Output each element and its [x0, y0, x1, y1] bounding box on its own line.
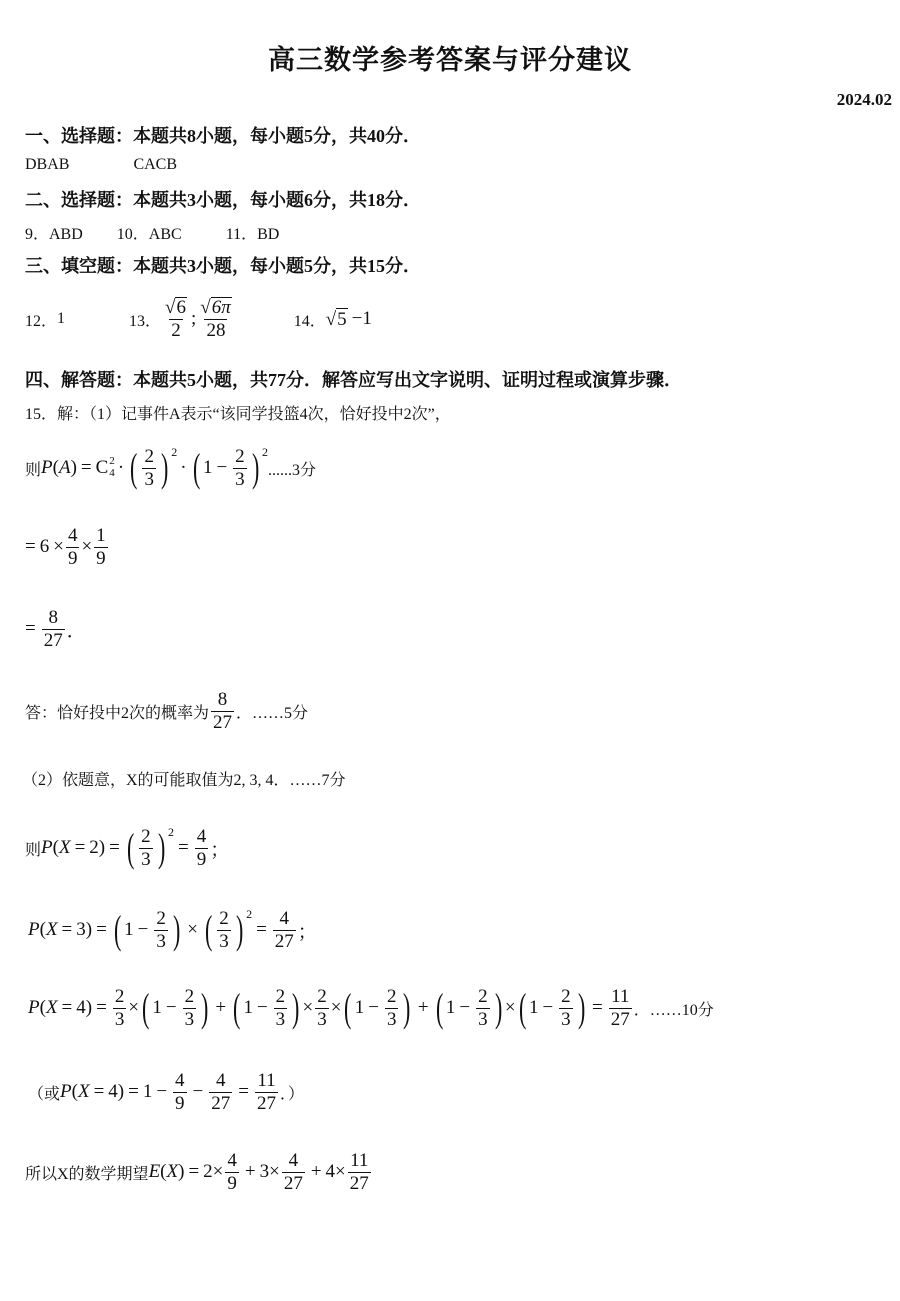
pa-step-2: = 6 × $\frac{4}{9}$ × $\frac{1}{9}$ — [25, 524, 106, 569]
answer-9: 9．ABD — [25, 226, 83, 243]
section-2-answers — [25, 221, 279, 244]
pa-step-3: = $\frac{8}{27}$ ． — [25, 606, 86, 651]
answer-line: 答：恰好投中2次的概率为 $\frac{8}{27}$ ．……5分 — [25, 688, 309, 733]
date-label: 2024.02 — [836, 90, 892, 109]
section-1-answers — [25, 156, 177, 174]
q14-answer: √ 5 −1 — [325, 308, 372, 330]
expectation-line: 所以X的数学期望 E ( X ) = 2× $\frac{4}{9}$ + 3× $\frac{4}{27}$ + 4× $\frac{11}{27}$ — [25, 1149, 369, 1194]
q14-label: 14． — [293, 312, 326, 330]
page-title: 高三数学参考答案与评分建议 — [268, 45, 632, 75]
section-4-heading: 四、解答题：本题共5小题，共77分．解答应写出文字说明、证明过程或演算步骤． — [25, 370, 682, 390]
section-2-heading: 二、选择题：本题共3小题，每小题6分，共18分． — [25, 190, 421, 210]
px2-line: 则 P ( X = 2) = ( $\frac{2}{3}$ ) 2 = $\frac{4}{9}$ ； — [25, 824, 230, 870]
section-3-heading: 三、填空题：本题共3小题，每小题5分，共15分． — [25, 256, 421, 276]
px3-line: P ( X = 3) = ( 1 − $\frac{2}{3}$ ) × ( $\frac{2}{3}$ ) 2 = $\frac{4}{27}$ ； — [28, 906, 317, 952]
section-3-answers — [25, 290, 376, 348]
q12-answer: 1 — [57, 310, 66, 327]
q13-label: 13． — [129, 312, 162, 330]
section-1-heading: 一、选择题：本题共8小题，每小题5分，共40分． — [25, 126, 421, 146]
q13-answer: √ 6 2 ; √ 6π 28 — [165, 297, 231, 341]
part-2-line: （2）依题意，X的可能取值为2, 3, 4．……7分 — [22, 772, 346, 789]
answer-10: 10．ABC — [116, 226, 182, 243]
answer-11: 11．BD — [225, 226, 280, 243]
pa-line: 则 P ( A ) = C 2 4 · ( $\frac{2}{3}$ ) 2 · ( 1 − $\frac{2}{3}$ ) 2 ......3分 — [25, 444, 316, 490]
answers-1-4: DBAB — [25, 156, 70, 173]
answers-5-8: CACB — [133, 156, 178, 173]
q15-intro: 15．解：（1）记事件A表示“该同学投篮4次，恰好投中2次”， — [25, 406, 451, 423]
px4-line: P ( X = 4) = $\frac{2}{3}$ × ( 1 − $\frac{2}{3}$ ) + ( 1 − $\frac{2}{3}$ ) × $\frac{2}{3}$ × ( 1 − $\frac{2}{3}$ ) + ( 1 − $\frac{2}{3}$ ) × ( 1 − $\frac{2}{3}$ ) = $\frac{11}{27}$ ．……10分 — [28, 985, 714, 1030]
alt-line: （或 P ( X = 4) = 1 − $\frac{4}{9}$ − $\frac{4}{27}$ = $\frac{11}{27}$ ．） — [28, 1069, 304, 1114]
q12-label: 12． — [25, 312, 58, 330]
